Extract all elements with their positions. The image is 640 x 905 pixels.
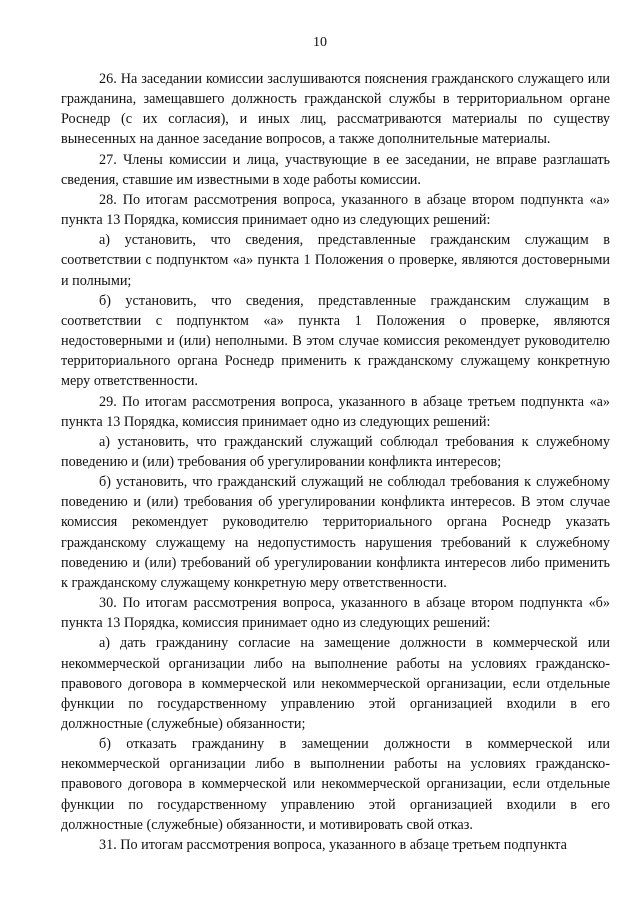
paragraph-30-a: а) дать гражданину согласие на замещение должности в коммерческой или некоммерческой организации либо на выполнение работы на условиях гражданско-правового договора в коммерческой или некоммерческой организации, если отдельные функции по государственному управлению этой организацией входили в его должностные (служебные) обязанности; xyxy=(61,635,610,732)
page-number: 10 xyxy=(313,35,327,50)
paragraph-28: 28. По итогам рассмотрения вопроса, указанного в абзаце втором подпункта «а» пункта 13 Порядка, комиссия принимает одно из следующих решений: xyxy=(61,191,610,229)
paragraph-30: 30. По итогам рассмотрения вопроса, указанного в абзаце втором подпункта «б» пункта 13 Порядка, комиссия принимает одно из следующих решений: xyxy=(61,595,610,632)
paragraph-26: 26. На заседании комиссии заслушиваются пояснения гражданского служащего или гражданина, замещавшего должность гражданской службы в территориальном органе Роснедр (с их согласия), и иных лиц, рассматриваются материалы по существу вынесенных на данное заседание вопросов, а также дополнительные материалы. xyxy=(61,71,610,148)
document-body xyxy=(61,69,610,855)
paragraph-28-b: б) установить, что сведения, представленные гражданским служащим в соответствии с подпунктом «а» пункта 1 Положения о проверке, являются недостоверными и (или) неполными. В этом случае комиссия рекомендует руководителю территориального органа Роснедр применить к гражданскому служащему конкретную меру ответственности. xyxy=(61,292,610,390)
paragraph-29: 29. По итогам рассмотрения вопроса, указанного в абзаце третьем подпункта «а» пункта 13 Порядка, комиссия принимает одно из следующих решений: xyxy=(61,393,610,430)
paragraph-31: 31. По итогам рассмотрения вопроса, указанного в абзаце третьем подпункта xyxy=(99,836,567,853)
paragraph-29-a: а) установить, что гражданский служащий соблюдал требования к служебному поведению и (или) требования об урегулировании конфликта интересов; xyxy=(61,433,610,470)
paragraph-28-a: а) установить, что сведения, представленные гражданским служащим в соответствии с подпунктом «а» пункта 1 Положения о проверке, являются достоверными и полными; xyxy=(61,232,610,289)
paragraph-29-b: б) установить, что гражданский служащий не соблюдал требования к служебному поведению и (или) требования об урегулировании конфликта интересов. В этом случае комиссия рекомендует руководителю территориального органа Роснедр указать гражданскому служащему на недопустимость нарушения требований к служебному поведению и (или) требований об урегулировании конфликта интересов либо применить к гражданскому служащему конкретную меру ответственности. xyxy=(61,474,610,591)
paragraph-27: 27. Члены комиссии и лица, участвующие в ее заседании, не вправе разглашать сведения, ставшие им известными в ходе работы комиссии. xyxy=(61,151,610,188)
paragraph-30-b: б) отказать гражданину в замещении должности в коммерческой или некоммерческой организации либо в выполнении работы на условиях гражданско-правового договора в коммерческой или некоммерческой организации, если отдельные функции по государственному управлению этой организацией входили в его должностные (служебные) обязанности, и мотивировать свой отказ. xyxy=(61,736,610,833)
